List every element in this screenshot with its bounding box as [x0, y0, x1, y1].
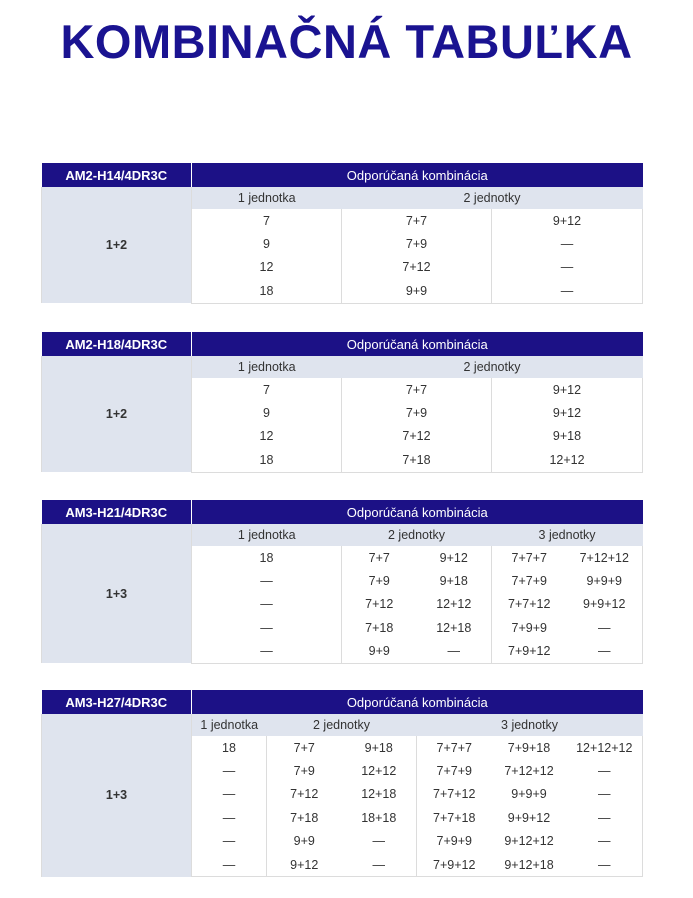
table-cell: 9+9+9 [567, 569, 643, 592]
table-cell: 9+12 [492, 401, 643, 424]
table-cell: — [417, 640, 492, 664]
group-header-1-unit: 1 jednotka [192, 524, 342, 546]
combination-table-am3-h21 [41, 500, 643, 664]
group-header-2-units: 2 jednotky [342, 524, 492, 546]
table-cell: 7+7+12 [417, 783, 492, 806]
combination-table-am2-h18 [41, 332, 643, 473]
combination-table-am2-h14 [41, 163, 643, 304]
table-cell: 7 [263, 213, 270, 228]
table-cell: 9+12+18 [492, 853, 567, 877]
table-cell: 9+18 [492, 425, 643, 448]
table-cell: 7+12 [342, 425, 492, 448]
model-name: AM3-H27/4DR3C [42, 690, 192, 714]
table-cell: 7+12 [342, 256, 492, 279]
table-cell: — [567, 853, 643, 877]
connection-count: 1+3 [42, 524, 192, 663]
table-cell: — [492, 232, 643, 255]
table-cell: 7+18 [267, 806, 342, 829]
table-cell: 12+18 [436, 620, 472, 635]
table-cell: 12+18 [361, 787, 397, 802]
table-cell: 9 [263, 406, 270, 421]
table-cell: — [222, 834, 236, 849]
table-cell: 9+9 [342, 640, 417, 664]
combination-table-am3-h27 [41, 690, 643, 877]
model-name: AM3-H21/4DR3C [42, 500, 192, 524]
connection-count: 1+2 [42, 356, 192, 472]
table-cell: 9+12 [492, 378, 643, 401]
group-header-2-units: 2 jednotky [267, 714, 417, 736]
recommended-combination-header: Odporúčaná kombinácia [192, 500, 643, 524]
table-cell: 18+18 [361, 810, 397, 825]
table-cell: — [260, 574, 273, 589]
table-cell: 7+12+12 [567, 546, 643, 569]
table-cell: 9 [263, 237, 270, 252]
table-cell: 12+12 [492, 448, 643, 472]
table-cell: — [342, 853, 417, 877]
table-cell: 7+9+9 [417, 830, 492, 853]
recommended-combination-header: Odporúčaná kombinácia [192, 332, 643, 356]
table-cell: 7+18 [342, 616, 417, 639]
table-cell: — [192, 640, 342, 664]
table-cell: 9+12 [439, 550, 468, 565]
table-cell: — [492, 256, 643, 279]
table-cell: — [222, 810, 236, 825]
table-cell: — [260, 597, 273, 612]
table-cell: — [222, 787, 236, 802]
table-cell: 12+12 [361, 764, 397, 779]
table-cell: 9+18 [364, 740, 393, 755]
table-cell: 9+9+12 [507, 810, 551, 825]
table-cell: — [567, 759, 643, 782]
table-cell: 7+12 [267, 783, 342, 806]
connection-count: 1+2 [42, 187, 192, 303]
model-name: AM2-H18/4DR3C [42, 332, 192, 356]
table-cell: 9+9+12 [567, 593, 643, 616]
group-header-3-units: 3 jednotky [417, 714, 643, 736]
table-cell: 18 [259, 550, 274, 565]
table-cell: 7+7 [342, 209, 492, 232]
group-header-1-unit: 1 jednotka [192, 356, 342, 378]
group-header-3-units: 3 jednotky [492, 524, 643, 546]
table-cell: 7+18 [342, 448, 492, 472]
table-cell: — [567, 806, 643, 829]
table-cell: 7+9 [342, 569, 417, 592]
table-cell: — [192, 853, 267, 877]
table-cell: 7+7 [342, 546, 417, 569]
table-cell: 7+7+7 [417, 736, 492, 759]
group-header-2-units: 2 jednotky [342, 356, 643, 378]
table-cell: 7+7 [267, 736, 342, 759]
table-cell: — [567, 830, 643, 853]
table-cell: 7+12 [342, 593, 417, 616]
table-cell: 18 [222, 740, 236, 755]
table-cell: 18 [192, 448, 342, 472]
table-cell: 12 [259, 429, 274, 444]
table-cell: — [567, 783, 643, 806]
table-cell: 9+18 [439, 574, 468, 589]
table-cell: 9+9 [267, 830, 342, 853]
table-cell: 7+7 [342, 378, 492, 401]
table-cell: 7+9 [342, 232, 492, 255]
group-header-1-unit: 1 jednotka [192, 187, 342, 209]
table-cell: 7+7+9 [417, 759, 492, 782]
table-cell: 12+12 [436, 597, 472, 612]
table-cell: 7+9+9 [492, 616, 567, 639]
table-cell: 18 [192, 279, 342, 303]
page-title: KOMBINAČNÁ TABUĽKA [60, 15, 633, 68]
table-cell: 12+12+12 [567, 736, 643, 759]
table-cell: 9+9 [342, 279, 492, 303]
table-cell: 9+9+9 [511, 787, 547, 802]
table-cell: — [567, 640, 643, 664]
table-cell: 7+9 [342, 401, 492, 424]
table-cell: — [567, 616, 643, 639]
table-cell: 7+9+12 [492, 640, 567, 664]
group-header-2-units: 2 jednotky [342, 187, 643, 209]
table-cell: — [222, 764, 236, 779]
model-name: AM2-H14/4DR3C [42, 163, 192, 187]
table-cell: 7+7+18 [417, 806, 492, 829]
table-cell: — [492, 279, 643, 303]
table-cell: 7 [263, 382, 270, 397]
table-cell: 7+12+12 [504, 764, 554, 779]
recommended-combination-header: Odporúčaná kombinácia [192, 163, 643, 187]
table-cell: — [372, 834, 385, 849]
table-cell: 7+7+12 [492, 593, 567, 616]
table-cell: 12 [259, 260, 274, 275]
table-cell: 9+12 [492, 209, 643, 232]
table-cell: 7+7+7 [492, 546, 567, 569]
connection-count: 1+3 [42, 714, 192, 877]
table-cell: 7+9+12 [417, 853, 492, 877]
table-cell: 7+7+9 [492, 569, 567, 592]
table-cell: 9+12 [267, 853, 342, 877]
table-cell: 7+9 [267, 759, 342, 782]
recommended-combination-header: Odporúčaná kombinácia [192, 690, 643, 714]
table-cell: 7+9+18 [507, 740, 551, 755]
group-header-1-unit: 1 jednotka [192, 714, 267, 736]
table-cell: 9+12+12 [504, 834, 554, 849]
table-cell: — [260, 620, 273, 635]
